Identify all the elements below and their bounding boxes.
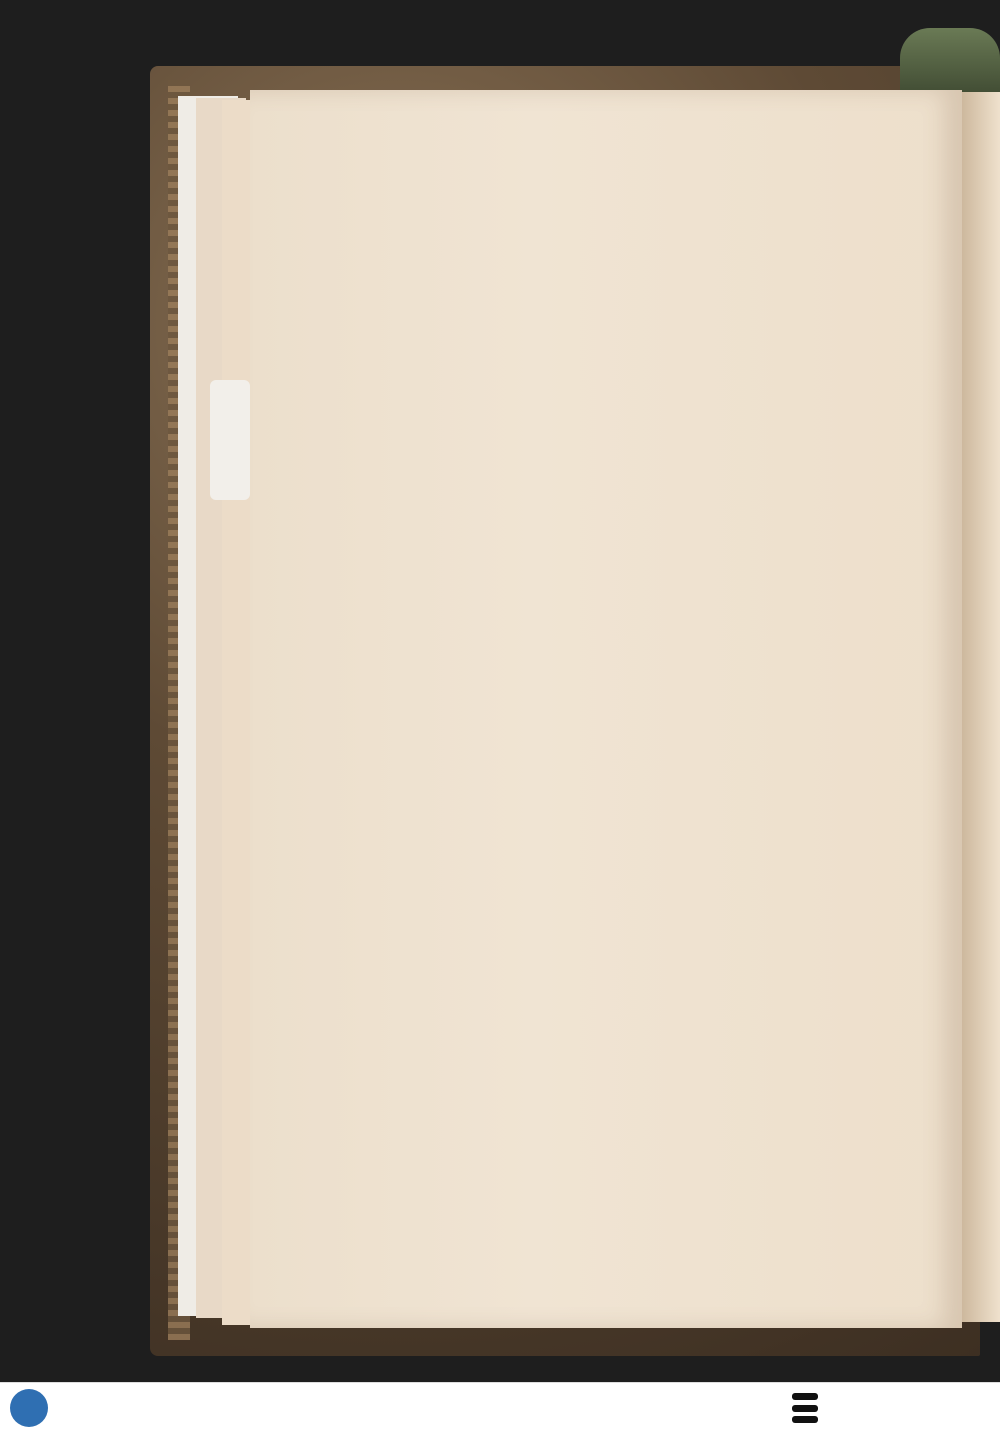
footer-bar (0, 1382, 1000, 1433)
facing-page-edge (962, 92, 1000, 1322)
book-page (250, 90, 962, 1328)
top-items (330, 186, 905, 204)
book-spine (900, 28, 1000, 98)
bw-lions-icon[interactable] (792, 1393, 818, 1423)
paper-tab (210, 380, 250, 500)
blb-logo[interactable] (10, 1389, 48, 1427)
page-content (330, 186, 905, 258)
